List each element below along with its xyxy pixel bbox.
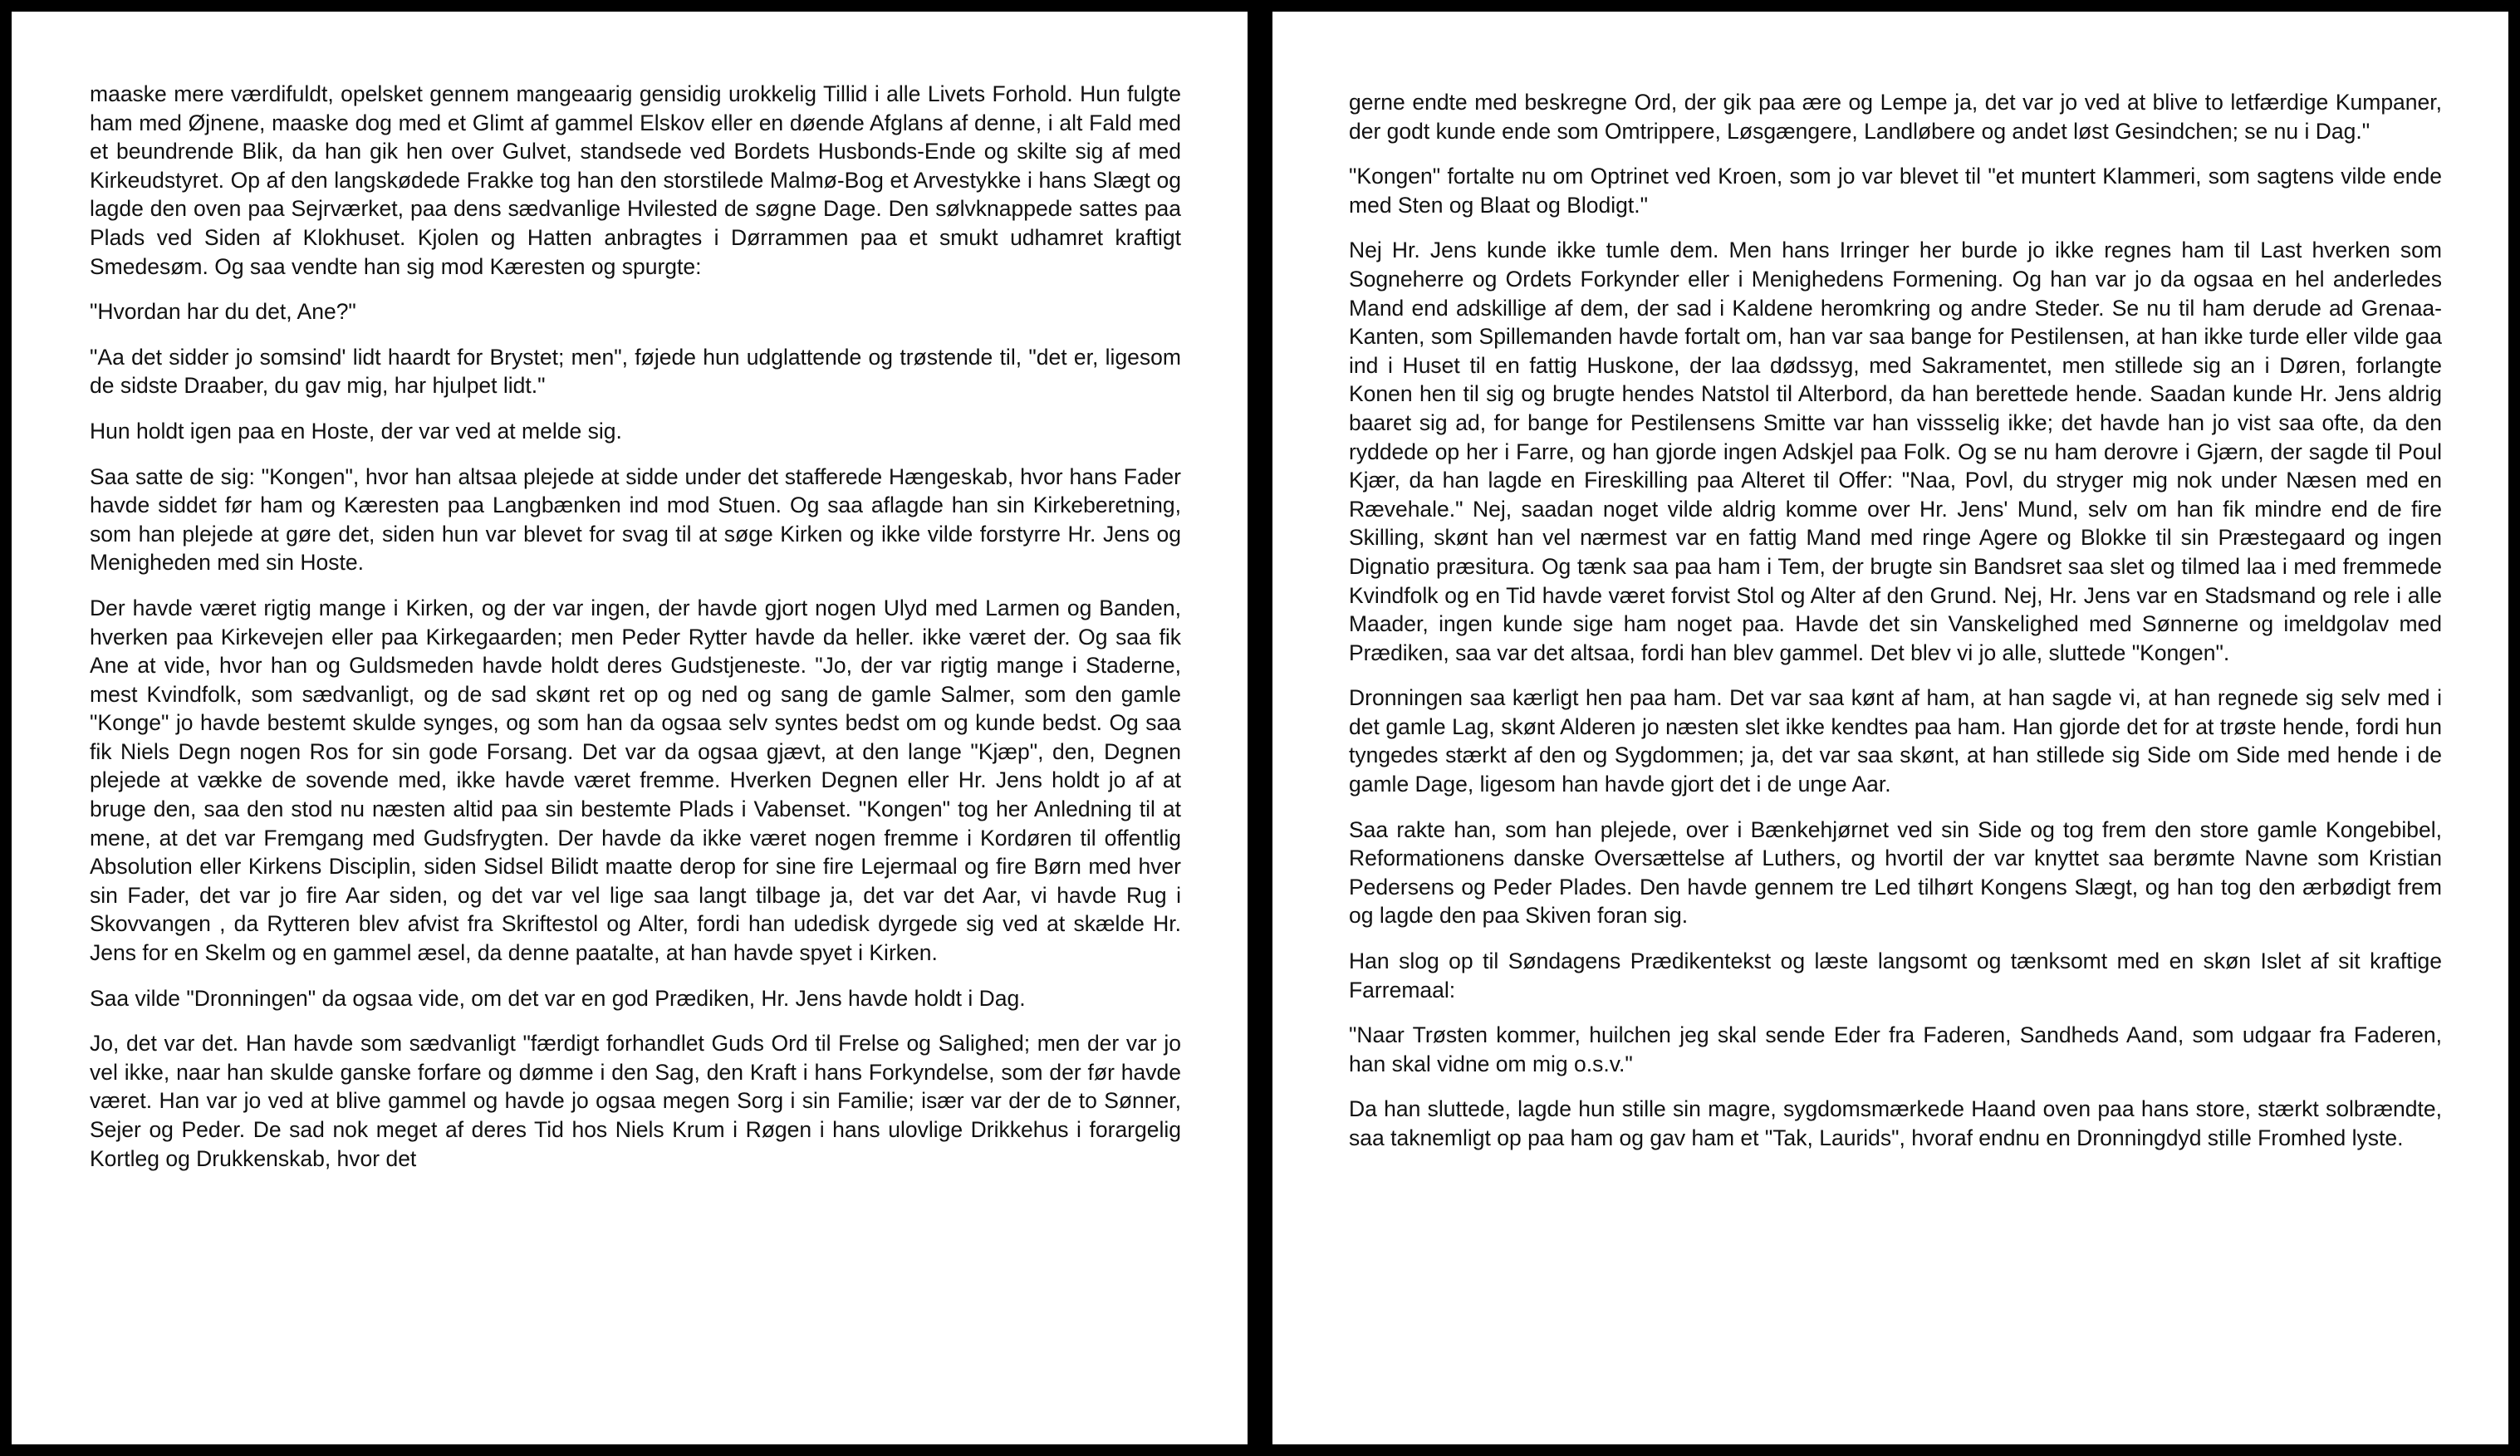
paragraph: Dronningen saa kærligt hen paa ham. Det var saa kønt af ham, at han sagde vi, at han regnede sig selv med i det gamle Lag, skønt Alderen jo næsten slet ikke kendtes paa ham. Han gjorde det for at trøste hende, fordi hun tyngedes stærkt af den og Sygdommen; ja, det var saa skønt, at han stillede sig Side om Side med hende i de gamle Dage, ligesom han havde gjort det i de unge Aar.: [1349, 685, 2442, 797]
paragraph: Saa vilde "Dronningen" da ogsaa vide, om det var en god Prædiken, Hr. Jens havde holdt i Dag.: [90, 985, 1026, 1011]
paragraph: Han slog op til Søndagens Prædikentekst og læste langsomt og tænksomt med en skøn Islet af sit kraftige Farremaal:: [1349, 949, 2442, 1003]
paragraph: Saa satte de sig: "Kongen", hvor han altsaa plejede at sidde under det stafferede Hængeskab, hvor hans Fader havde siddet før ham og Kæresten paa Langbænken ind mod Stuen. Og saa aflagde han sin Kirkeberetning, som han plejede at gøre det, siden hun var blevet for svag til at søge Kirken og ikke vilde forstyrre Hr. Jens og Menigheden med sin Hoste.: [90, 463, 1181, 576]
paragraph: "Aa det sidder jo somsind' lidt haardt for Brystet; men", føjede hun udglattende og trøstende til, "det er, ligesom de sidste Draaber, du gav mig, har hjulpet lidt.": [90, 344, 1181, 399]
paragraph: Nej Hr. Jens kunde ikke tumle dem. Men hans Irringer her burde jo ikke regnes ham til Last hverken som Sogneherre og Ordets Forkynder eller i Menighedens Formening. Og han var jo da ogsaa en hel anderledes Mand end adskillige af dem, der sad i Kaldene heromkring og andre Steder. Se nu til ham derude ad Grenaa-Kanten, som Spillemanden havde fortalt om, han var saa bange for Pestilensen, at han ikke turde eller vilde gaa ind i Huset til en fattig Huskone, der laa dødssyg, med Sakramentet, men stillede sig an i Døren, forlangte Konen hen til sig og brugte hendes Natstol til Alterbord, da han berettede hende. Saadan kunde Hr. Jens aldrig baaret sig ad, for bange for Pestilensens Smitte var han vissselig ikke; det havde han jo vist saa ofte, da den ryddede op her i Farre, og han gjorde ingen Adskjel paa Folk. Og se nu ham derovre i Gjærn, der sagde til Poul Kjær, da han lagde en Fireskilling paa Alteret til Offer: "Naa, Povl, du stryger mig nok under Næsen med en Rævehale." Nej, saadan noget vilde aldrig komme over Hr. Jens' Mund, selv om han fik mindre end de fire Skilling, skønt han vel nærmest var en fattig Mand med ringe Agere og Blokke til sin Præstegaard og ingen Dignatio præsitura. Og tænk saa paa ham i Tem, der brugte sin Bandsret saa slet og tilmed laa i med fremmede Kvindfolk og en Tid havde været forvist Stol og Alter af den Grund. Nej, Hr. Jens var en Stadsmand og rele i alle Maader, ingen kunde sige ham noget paa. Havde det sin Vanskelighed med Sønnerne og imeldgolav med Prædiken, saa var det altsaa, fordi han blev gammel. Det blev vi jo alle, sluttede "Kongen".: [1349, 238, 2442, 665]
paragraph: Hun holdt igen paa en Hoste, der var ved at melde sig.: [90, 418, 622, 444]
paragraph: Da han sluttede, lagde hun stille sin magre, sygdomsmærkede Haand oven paa hans store, stærkt solbrændte, saa taknemligt op paa ham og gav ham et "Tak, Laurids", hvoraf endnu en Dronningdyd stille Fromhed lyste.: [1349, 1096, 2442, 1150]
paragraph: "Kongen" fortalte nu om Optrinet ved Kroen, som jo var blevet til "et muntert Klammeri, som sagtens vilde ende med Sten og Blaat og Blodigt.": [1349, 164, 2442, 218]
paragraph: Der havde været rigtig mange i Kirken, og der var ingen, der havde gjort nogen Ulyd med Larmen og Banden, hverken paa Kirkevejen eller paa Kirkegaarden; men Peder Rytter havde da heller. ikke været der. Og saa fik Ane at vide, hvor han og Guldsmeden havde holdt deres Gudstjeneste. "Jo, der var rigtig mange i Staderne, mest Kvindfolk, som sædvanligt, og de sad skønt ret op og ned og sang de gamle Salmer, som den gamle "Konge" jo havde bestemt skulde synges, og som han da ogsaa selv syntes bedst om og kunde bedst. Og saa fik Niels Degn nogen Ros for sin gode Forsang. Det var da ogsaa gjævt, at den lange "Kjæp", den, Degnen plejede at vække de sovende med, ikke havde været fremme. Hverken Degnen eller Hr. Jens holdt jo af at bruge den, saa den stod nu næsten altid paa sin bestemte Plads i Vabenset. "Kongen" tog her Anledning til at mene, at det var Fremgang med Gudsfrygten. Der havde da ikke været nogen fremme i Kordøren til offentlig Absolution eller Kirkens Disciplin, siden Sidsel Bilidt maatte derop for sine fire Lejermaal og fire Børn med hver sin Fader, det var jo fire Aar siden, og det var vel lige saa langt tilbage ja, det var det Aar, vi havde Rug i Skovvangen , da Rytteren blev afvist fra Skriftestol og Alter, fordi han udedisk dyrgede sig ved at skælde Hr. Jens for en Skelm og en gammel æsel, da denne paatalte, at han havde spyet i Kirken.: [90, 595, 1181, 966]
paragraph: Jo, det var det. Han havde som sædvanligt "færdigt forhandlet Guds Ord til Frelse og Salighed; men der var jo vel ikke, naar han skulde ganske forfare og dømme i den Sag, den Kraft i hans Forkyndelse, som der før havde været. Han var jo ved at blive gammel og havde jo ogsaa megen Sorg i sin Familie; især var der de to Sønner, Sejer og Peder. De sad nok meget af deres Tid hos Niels Krum i Røgen i hans ulovlige Drikkehus i forargelig Kortleg og Drukkenskab, hvor det: [90, 1031, 1181, 1171]
paragraph: "Naar Trøsten kommer, huilchen jeg skal sende Eder fra Faderen, Sandheds Aand, som udgaar fra Faderen, han skal vidne om mig o.s.v.": [1349, 1022, 2442, 1076]
paragraph: gerne endte med beskregne Ord, der gik paa ære og Lempe ja, det var jo ved at blive to letfærdige Kumpaner, der godt kunde ende som Omtrippere, Løsgængere, Landløbere og andet løst Gesindchen; se nu i Dag.": [1349, 90, 2442, 144]
left-page: [12, 12, 1248, 1444]
right-page: [1272, 12, 2508, 1444]
paragraph: "Hvordan har du det, Ane?": [90, 299, 356, 325]
paragraph: maaske mere værdifuldt, opelsket gennem mangeaarig gensidig urokkelig Tillid i alle Livets Forhold. Hun fulgte ham med Øjnene, maaske dog med et Glimt af gammel Elskov eller en døende Afglans af denne, i alt Fald med et beundrende Blik, da han gik hen over Gulvet, standsede ved Bordets Husbonds-Ende og skilte sig af med Kirkeudstyret. Op af den langskødede Frakke tog han den storstilede Malmø-Bog et Arvestykke i hans Slægt og lagde den oven paa Sejrværket, paa dens sædvanlige Hvilested de søgne Dage. Den sølvknappede sattes paa Plads ved Siden af Klokhuset. Kjolen og Hatten anbragtes i Dørrammen paa et smukt udhamret kraftigt Smedesøm. Og saa vendte han sig mod Kæresten og spurgte:: [90, 81, 1181, 279]
paragraph: Saa rakte han, som han plejede, over i Bænkehjørnet ved sin Side og tog frem den store gamle Kongebibel, Reformationens danske Oversættelse af Luthers, og hvortil der var knyttet saa berømte Navne som Kristian Pedersens og Peder Plades. Den havde gennem tre Led tilhørt Kongens Slægt, og han tog den ærbødigt frem og lagde den paa Skiven foran sig.: [1349, 816, 2442, 929]
